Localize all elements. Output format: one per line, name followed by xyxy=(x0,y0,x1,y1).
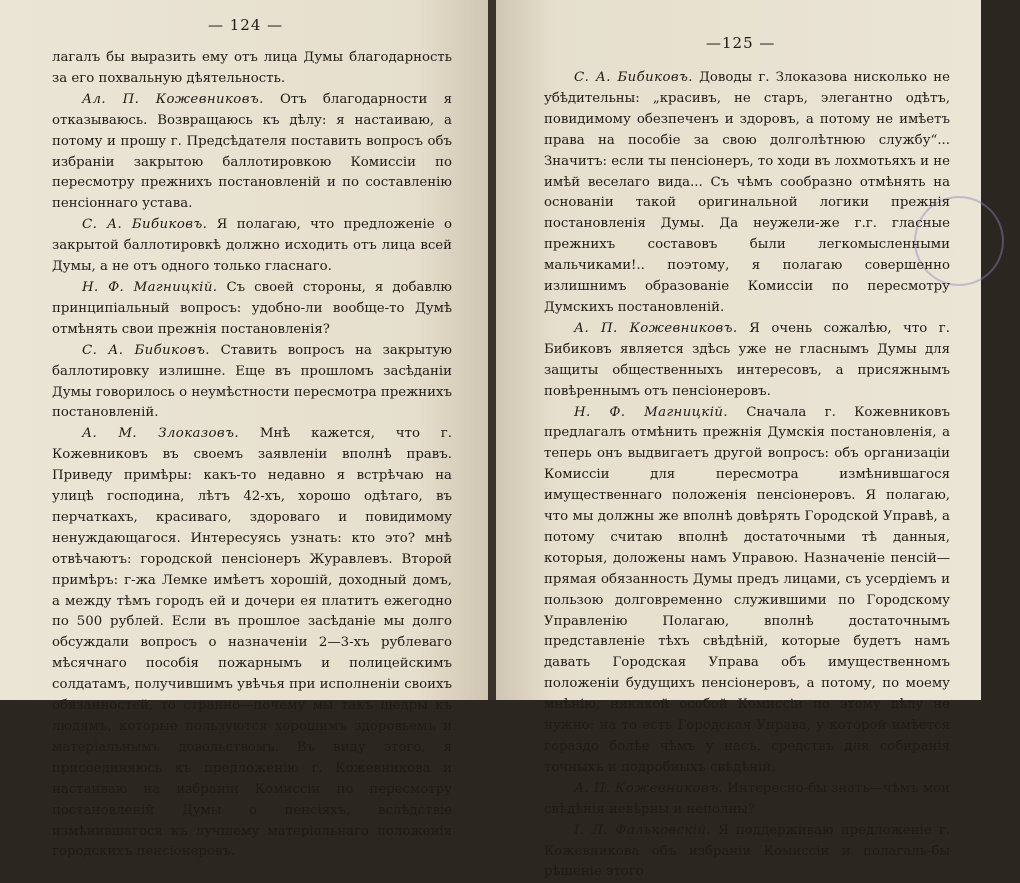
paragraph xyxy=(544,68,950,319)
speaker-name: Н. Ф. Магницкій. xyxy=(574,404,728,420)
left-page xyxy=(0,0,488,860)
paragraph-text: Ставить вопросъ на закрытую баллотировку излишне. Еще въ прошломъ засѣданіи Думы говорилось о неумѣстности пересмотра прежнихъ постановленій. xyxy=(52,342,452,421)
paragraph-text: Я поддерживаю предложеніе г. Кожевникова объ избраніи Комиссіи и полагаль-бы рѣшеніе этого xyxy=(544,822,951,880)
speaker-name: І. Л. Фальковскій. xyxy=(574,822,711,838)
paragraph-text: Отъ благодарности я отказываюсь. Возвращаюсь къ дѣлу: я настаиваю, а потому и прошу г. Предсѣдателя поставить вопросъ объ избраніи закрытою баллотировкою Комиссіи по пересмотру прежнихъ постановленій и по составленію пенсіоннаго устава. xyxy=(52,91,452,212)
speaker-name: С. А. Бибиковъ. xyxy=(82,217,208,233)
paragraph xyxy=(544,779,950,821)
paragraph xyxy=(544,319,950,403)
speaker-name: С. А. Бибиковъ. xyxy=(574,70,693,85)
paragraph xyxy=(52,48,452,90)
right-page xyxy=(496,0,981,880)
paragraph-text: Съ своей стороны, я добавлю принципіальный вопросъ: удобно-ли вообще-то Думѣ отмѣнять свои прежнія постановленія? xyxy=(52,279,452,337)
paragraph-text: лагалъ бы выразить ему отъ лица Думы благодарность за его похвальную дѣятельность. xyxy=(52,50,452,86)
paragraph-text: Я очень сожалѣю, что г. Бибиковъ является здѣсь уже не гласнымъ Думы для защиты общественныхъ интересовъ, а присяжнымъ повѣреннымъ отъ пенсіонеровъ. xyxy=(544,320,950,399)
paragraph xyxy=(544,821,950,883)
paragraph xyxy=(52,90,452,215)
paragraph-text: Я полагаю, что предложеніе о закрытой баллотировкѣ должно исходить отъ лица всей Думы, а не отъ одного только гласнаго. xyxy=(52,217,452,275)
paragraph-text: Доводы г. Злоказова нисколько не убѣдительны: „красивъ, не старъ, элегантно одѣтъ, повидимому обезпеченъ и здоровъ, а потому не имѣетъ права на пособіе за свою долголѣтнюю службу“... Значитъ: если ты пенсіонеръ, то ходи въ лохмотьяхъ и не имѣй веселаго вида... Съ чѣмъ сообразно отмѣнять на основаніи такой оригинальной логики прежнія постановленія Думы. Да неужели-же г.г. гласные прежнихъ составовъ были легкомысленными мальчиками!.. поэтому, я полагаю совершенно излишнимъ образованіе Комиссіи по пересмотру Думскихъ постановленій. xyxy=(544,70,950,315)
paragraph xyxy=(52,424,452,863)
speaker-name: Н. Ф. Магницкій. xyxy=(82,279,218,295)
paragraph xyxy=(52,215,452,278)
speaker-name: Ал. П. Кожевниковъ. xyxy=(82,91,264,107)
paragraph-text: Интересно-бы знать—чѣмъ мои свѣдѣнія невѣрны и неполны? xyxy=(544,780,951,817)
speaker-name: А. М. Злоказовъ. xyxy=(82,426,239,442)
speaker-name: С. А. Бибиковъ. xyxy=(82,342,210,358)
paragraph-text: Мнѣ кажется, что г. Кожевниковъ въ своемъ заявленіи вполнѣ правъ. Приведу примѣры: какъ-то недавно я встрѣчаю на улицѣ господина, лѣтъ 42-хъ, хорошо одѣтаго, въ перчаткахъ, красиваго, здороваго и повидимому ненуждающагося. Интересуясь узнать: кто это? мнѣ отвѣчаютъ: городской пенсіонеръ Журавлевъ. Второй примѣръ: г-жа Лемке имѣетъ хорошій, доходный домъ, а между тѣмъ городъ ей и дочери ея платитъ ежегодно по 500 рублей. Если въ прошлое засѣданіе мы долго обсуждали вопросъ о назначеніи 2—3-хъ рублеваго мѣсячнаго пособія пожарнымъ и полицейскимъ солдатамъ, получившимъ увѣчья при исполненіи своихъ обязанностей, то странно—почему мы такъ щедры къ людямъ, которые пользуются хорошимъ здоровьемъ и матеріальнымъ довольствомъ. Въ виду этого, я присоединяюсь къ предложенію г. Кожевникова и настаиваю на избраніи Комиссіи по пересмотру постановленій Думы о пенсіяхъ, вслѣдствіе измѣнившагося къ лучшему матеріальнаго положенія городскихъ пенсіонеровъ. xyxy=(52,426,452,860)
paragraph xyxy=(52,278,452,341)
book-gutter xyxy=(488,0,496,700)
page-number: — 124 — xyxy=(208,16,284,34)
paragraph xyxy=(544,403,950,779)
page-text xyxy=(52,48,452,863)
page-text xyxy=(544,68,950,883)
speaker-name: А. П. Кожевниковъ. xyxy=(574,780,723,796)
paragraph-text: Сначала г. Кожевниковъ предлагалъ отмѣнить прежнія Думскія постановленія, а теперь онъ выдвигаетъ другой вопросъ: объ организаціи Комиссіи для пересмотра измѣнившагося имущественнаго положенія пенсіонеровъ. Я полагаю, что мы должны же вполнѣ довѣрять Городской Управѣ, а потому считаю вполнѣ достаточными тѣ данныя, которыя, доложены намъ Управою. Назначеніе пенсій—прямая обязанность Думы предъ лицами, съ усердіемъ и пользою долговременно служившими по Городскому Управленію Полагаю, вполнѣ достаточнымъ представленіе тѣхъ свѣдѣній, которые будетъ намъ давать Городская Управа объ имущественномъ положеніи будущихъ пенсіонеровъ, а потому, по моему мнѣнію, никакой особой Комиссіи по этому дѣлу не нужно: на то есть Городская Управа, у которой имѣется гораздо болѣе чѣмъ у насъ, средствъ для собиранія точныхъ и подробныхъ свѣдѣній. xyxy=(544,404,950,775)
paragraph xyxy=(52,341,452,425)
speaker-name: А. П. Кожевниковъ. xyxy=(574,320,738,336)
page-number: —125 — xyxy=(706,34,776,52)
